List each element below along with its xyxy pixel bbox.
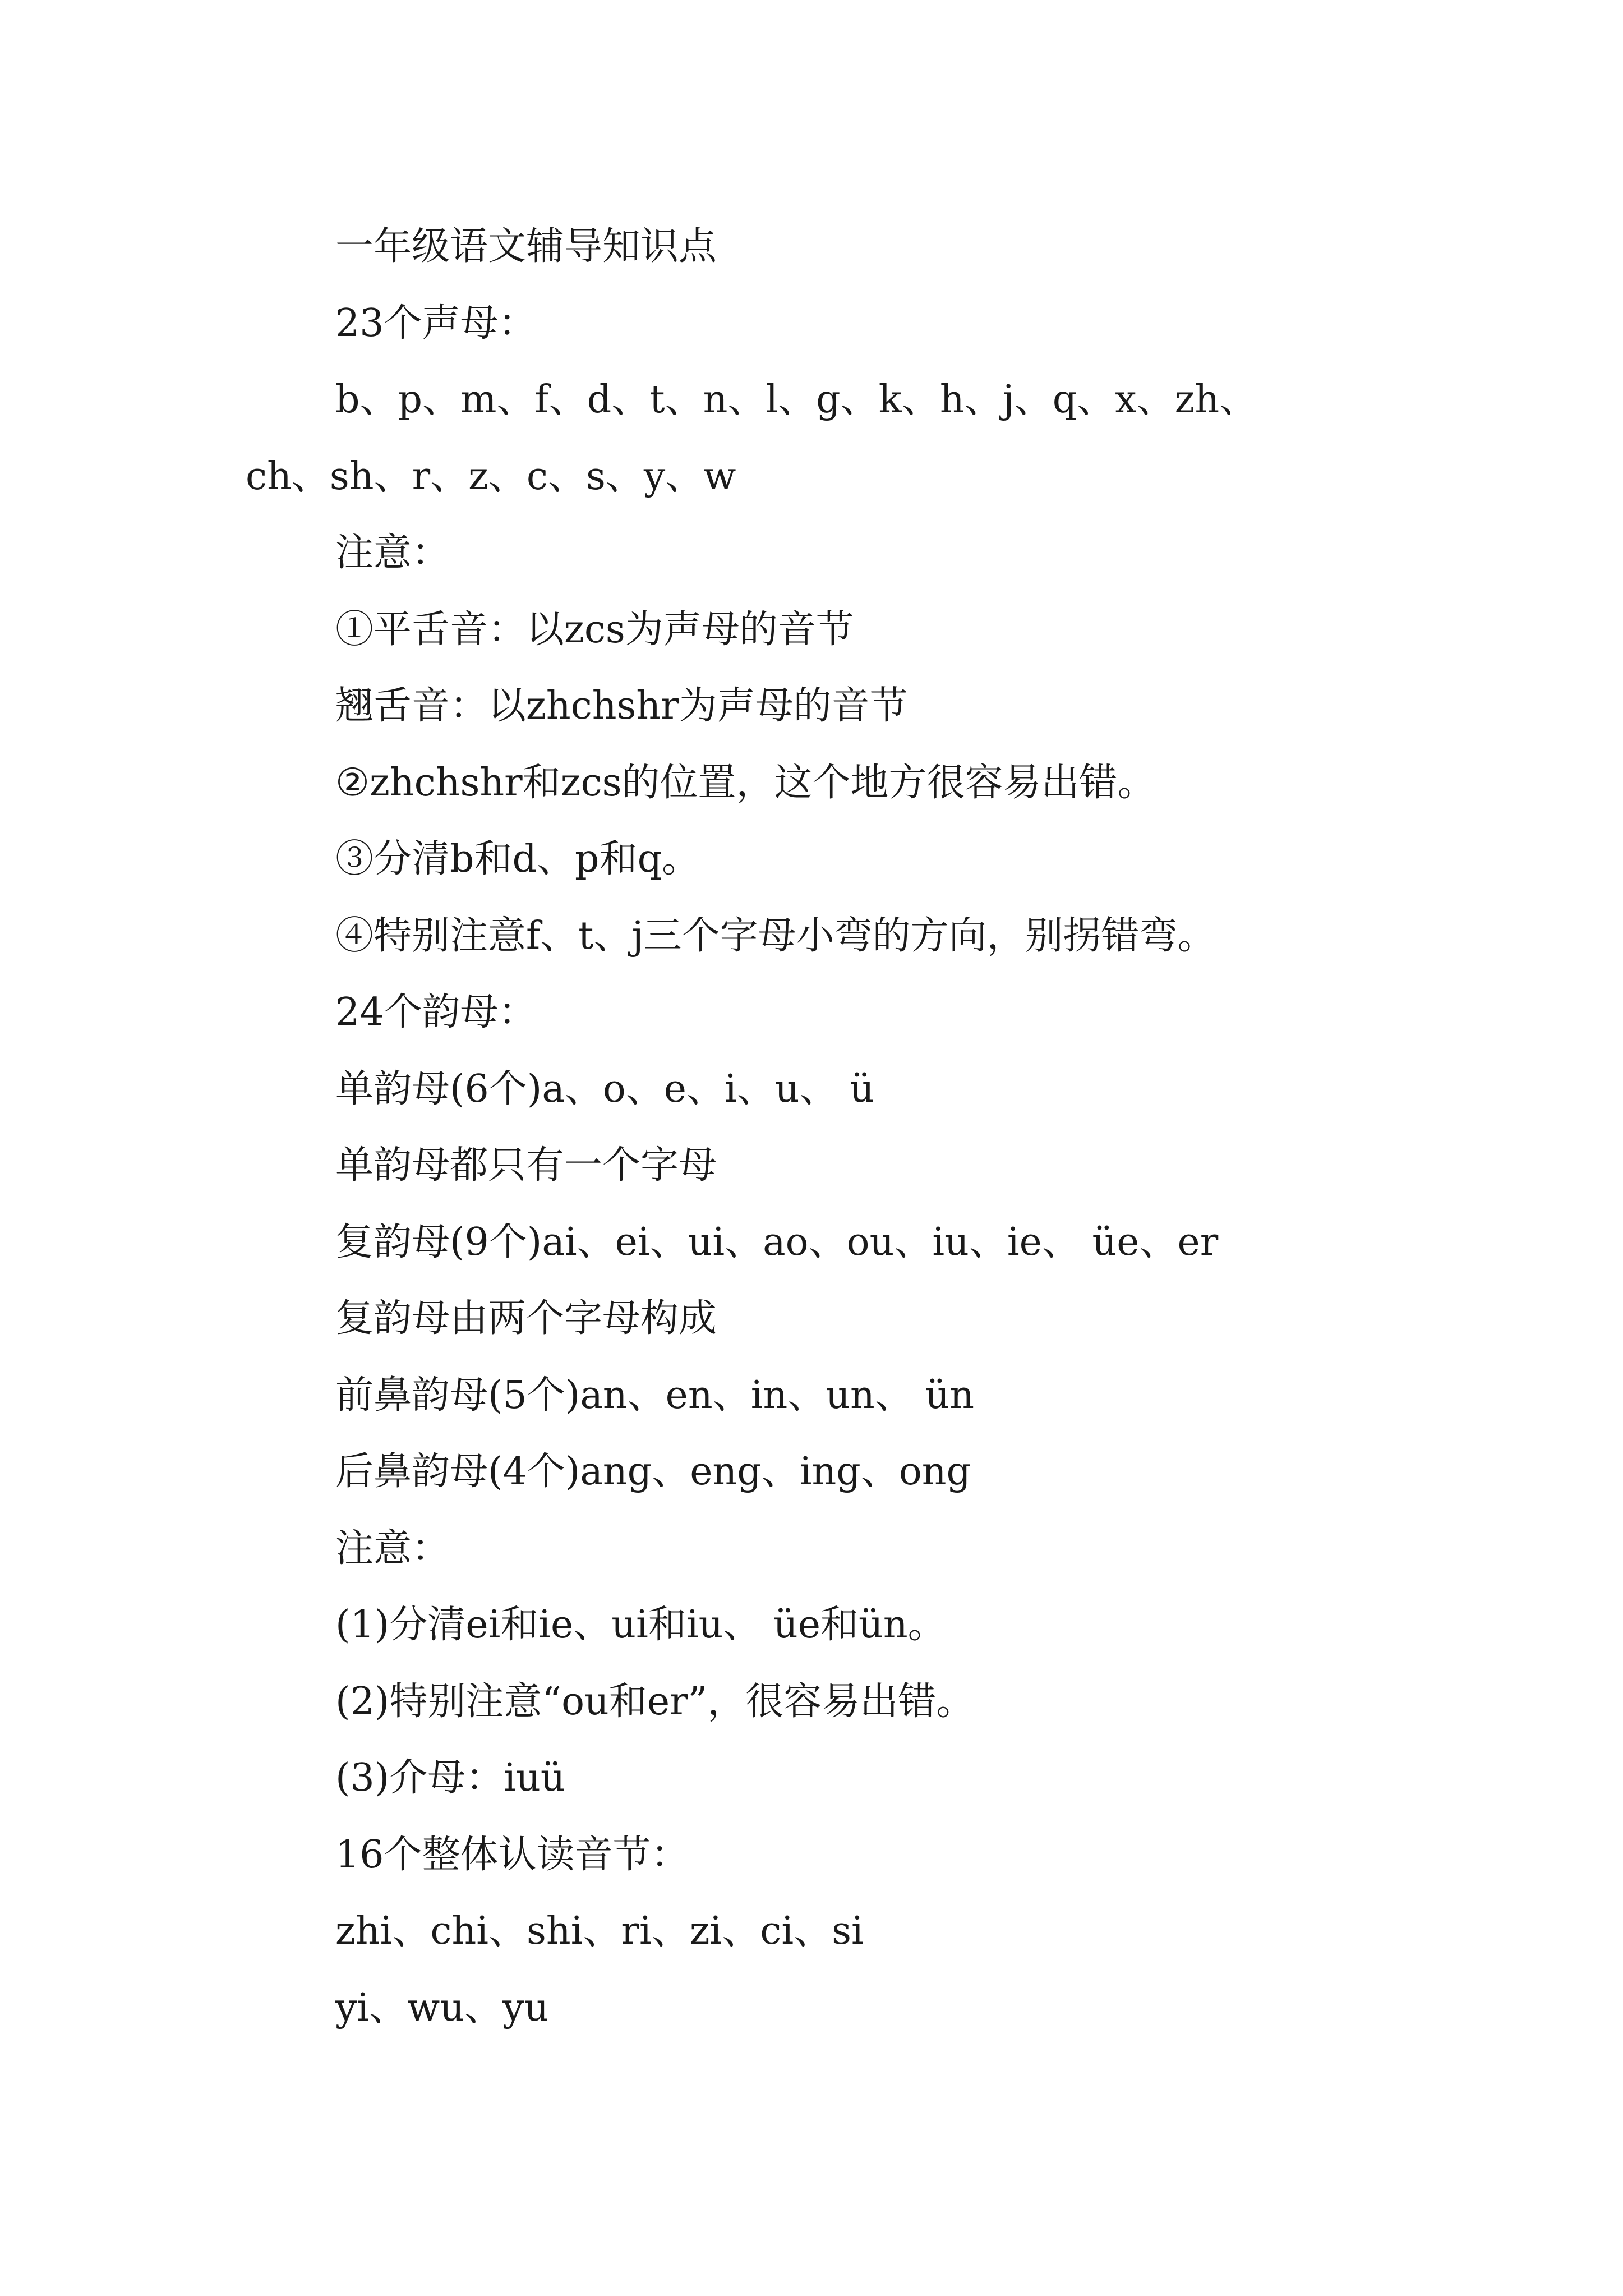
- note-item: (2)特别注意“ou和er”，很容易出错。: [335, 1679, 975, 1724]
- note-item: ④特别注意f、t、j三个字母小弯的方向，别拐错弯。: [335, 913, 1216, 958]
- syllables-list: zhi、chi、shi、ri、zi、ci、si: [335, 1909, 864, 1953]
- note-item: ③分清b和d、p和q。: [335, 837, 700, 881]
- finals-item: 前鼻韵母(5个)an、en、in、un、 ün: [335, 1373, 975, 1418]
- finals-item: 单韵母(6个)a、o、e、i、u、 ü: [335, 1066, 874, 1111]
- note-item: ①平舌音：以zcs为声母的音节: [335, 607, 854, 652]
- note-heading: 注意：: [335, 531, 450, 575]
- finals-item: 复韵母(9个)ai、ei、ui、ao、ou、iu、ie、 üe、er: [335, 1220, 1219, 1264]
- document-body: [246, 209, 1423, 2046]
- note-item: (1)分清ei和ie、ui和iu、 üe和ün。: [335, 1603, 946, 1647]
- syllables-list: yi、wu、yu: [335, 1985, 549, 2030]
- initials-list-continued: ch、sh、r、z、c、s、y、w: [246, 454, 736, 499]
- section-heading-finals: 24个韵母：: [335, 990, 537, 1034]
- finals-item: 复韵母由两个字母构成: [335, 1296, 717, 1341]
- finals-item: 单韵母都只有一个字母: [335, 1143, 717, 1188]
- note-item: (3)介母：iuü: [335, 1756, 565, 1800]
- section-heading-initials: 23个声母：: [335, 301, 537, 346]
- initials-list: b、p、m、f、d、t、n、l、g、k、h、j、q、x、zh、: [335, 378, 1258, 422]
- document-title: 一年级语文辅导知识点: [335, 224, 717, 269]
- finals-item: 后鼻韵母(4个)ang、eng、ing、ong: [335, 1450, 971, 1494]
- section-heading-syllables: 16个整体认读音节：: [335, 1832, 689, 1877]
- note-item: ②zhchshr和zcs的位置，这个地方很容易出错。: [335, 760, 1156, 805]
- note-heading: 注意：: [335, 1526, 450, 1571]
- note-item: 翘舌音：以zhchshr为声母的音节: [335, 684, 908, 728]
